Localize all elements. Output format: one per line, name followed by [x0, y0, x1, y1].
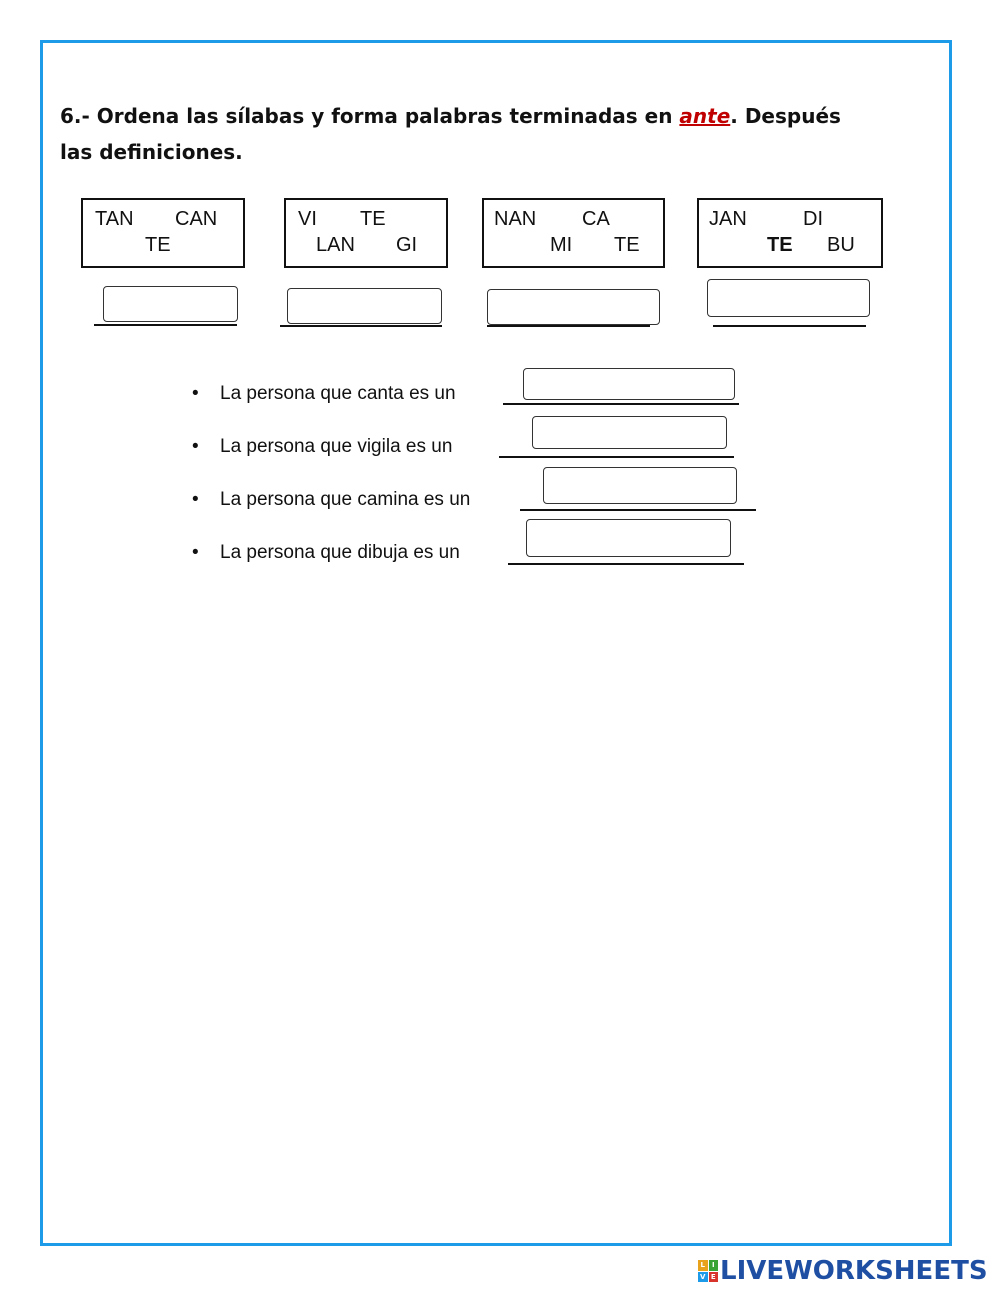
syllable: DI [803, 208, 823, 230]
definition-answer-input-3[interactable] [543, 467, 737, 504]
syllable: JAN [709, 208, 747, 230]
definition-text: La persona que canta es un [220, 383, 456, 404]
syllable-box-4 [697, 198, 883, 268]
answer-line [94, 324, 237, 326]
definition-text: La persona que camina es un [220, 489, 471, 510]
syllable: BU [827, 234, 855, 256]
syllable: VI [298, 208, 317, 230]
logo-letter: I [709, 1260, 719, 1271]
bullet: • [192, 489, 199, 510]
syllable: CAN [175, 208, 218, 230]
instruction-part2: . Después las definiciones. [60, 104, 841, 164]
syllable: NAN [494, 208, 537, 230]
word-answer-input-3[interactable] [487, 289, 660, 325]
liveworksheets-brand [698, 1256, 988, 1286]
syllable: LAN [316, 234, 355, 256]
logo-letter: E [709, 1272, 719, 1283]
answer-line [487, 325, 650, 327]
instruction-text [60, 98, 880, 170]
definition-answer-input-1[interactable] [523, 368, 735, 400]
answer-line [280, 325, 442, 327]
answer-line [499, 456, 734, 458]
syllable: TAN [95, 208, 134, 230]
liveworksheets-logo-icon [698, 1260, 718, 1282]
answer-line [520, 509, 756, 511]
bullet: • [192, 542, 199, 563]
syllable-box-2 [284, 198, 448, 268]
syllable-box-1 [81, 198, 245, 268]
word-answer-input-1[interactable] [103, 286, 238, 322]
syllable: MI [550, 234, 573, 256]
syllable-box-3 [482, 198, 665, 268]
definition-answer-input-2[interactable] [532, 416, 727, 449]
syllable: GI [396, 234, 418, 256]
instruction-ending: ante [679, 104, 731, 128]
syllable: TE [767, 234, 793, 256]
word-answer-input-2[interactable] [287, 288, 442, 324]
definition-text: La persona que dibuja es un [220, 542, 460, 563]
bullet: • [192, 436, 199, 457]
logo-letter: V [698, 1272, 708, 1283]
definition-text: La persona que vigila es un [220, 436, 453, 457]
syllable: TE [145, 234, 171, 256]
word-answer-input-4[interactable] [707, 279, 870, 317]
syllable: TE [614, 234, 640, 256]
syllable: TE [360, 208, 386, 230]
answer-line [508, 563, 744, 565]
answer-line [713, 325, 866, 327]
syllable: CA [582, 208, 610, 230]
definition-answer-input-4[interactable] [526, 519, 731, 557]
answer-line [503, 403, 739, 405]
bullet: • [192, 383, 199, 404]
logo-letter: L [698, 1260, 708, 1271]
instruction-part1: 6.- Ordena las sílabas y forma palabras terminadas en [60, 104, 680, 128]
brand-name: LIVEWORKSHEETS [720, 1256, 988, 1286]
